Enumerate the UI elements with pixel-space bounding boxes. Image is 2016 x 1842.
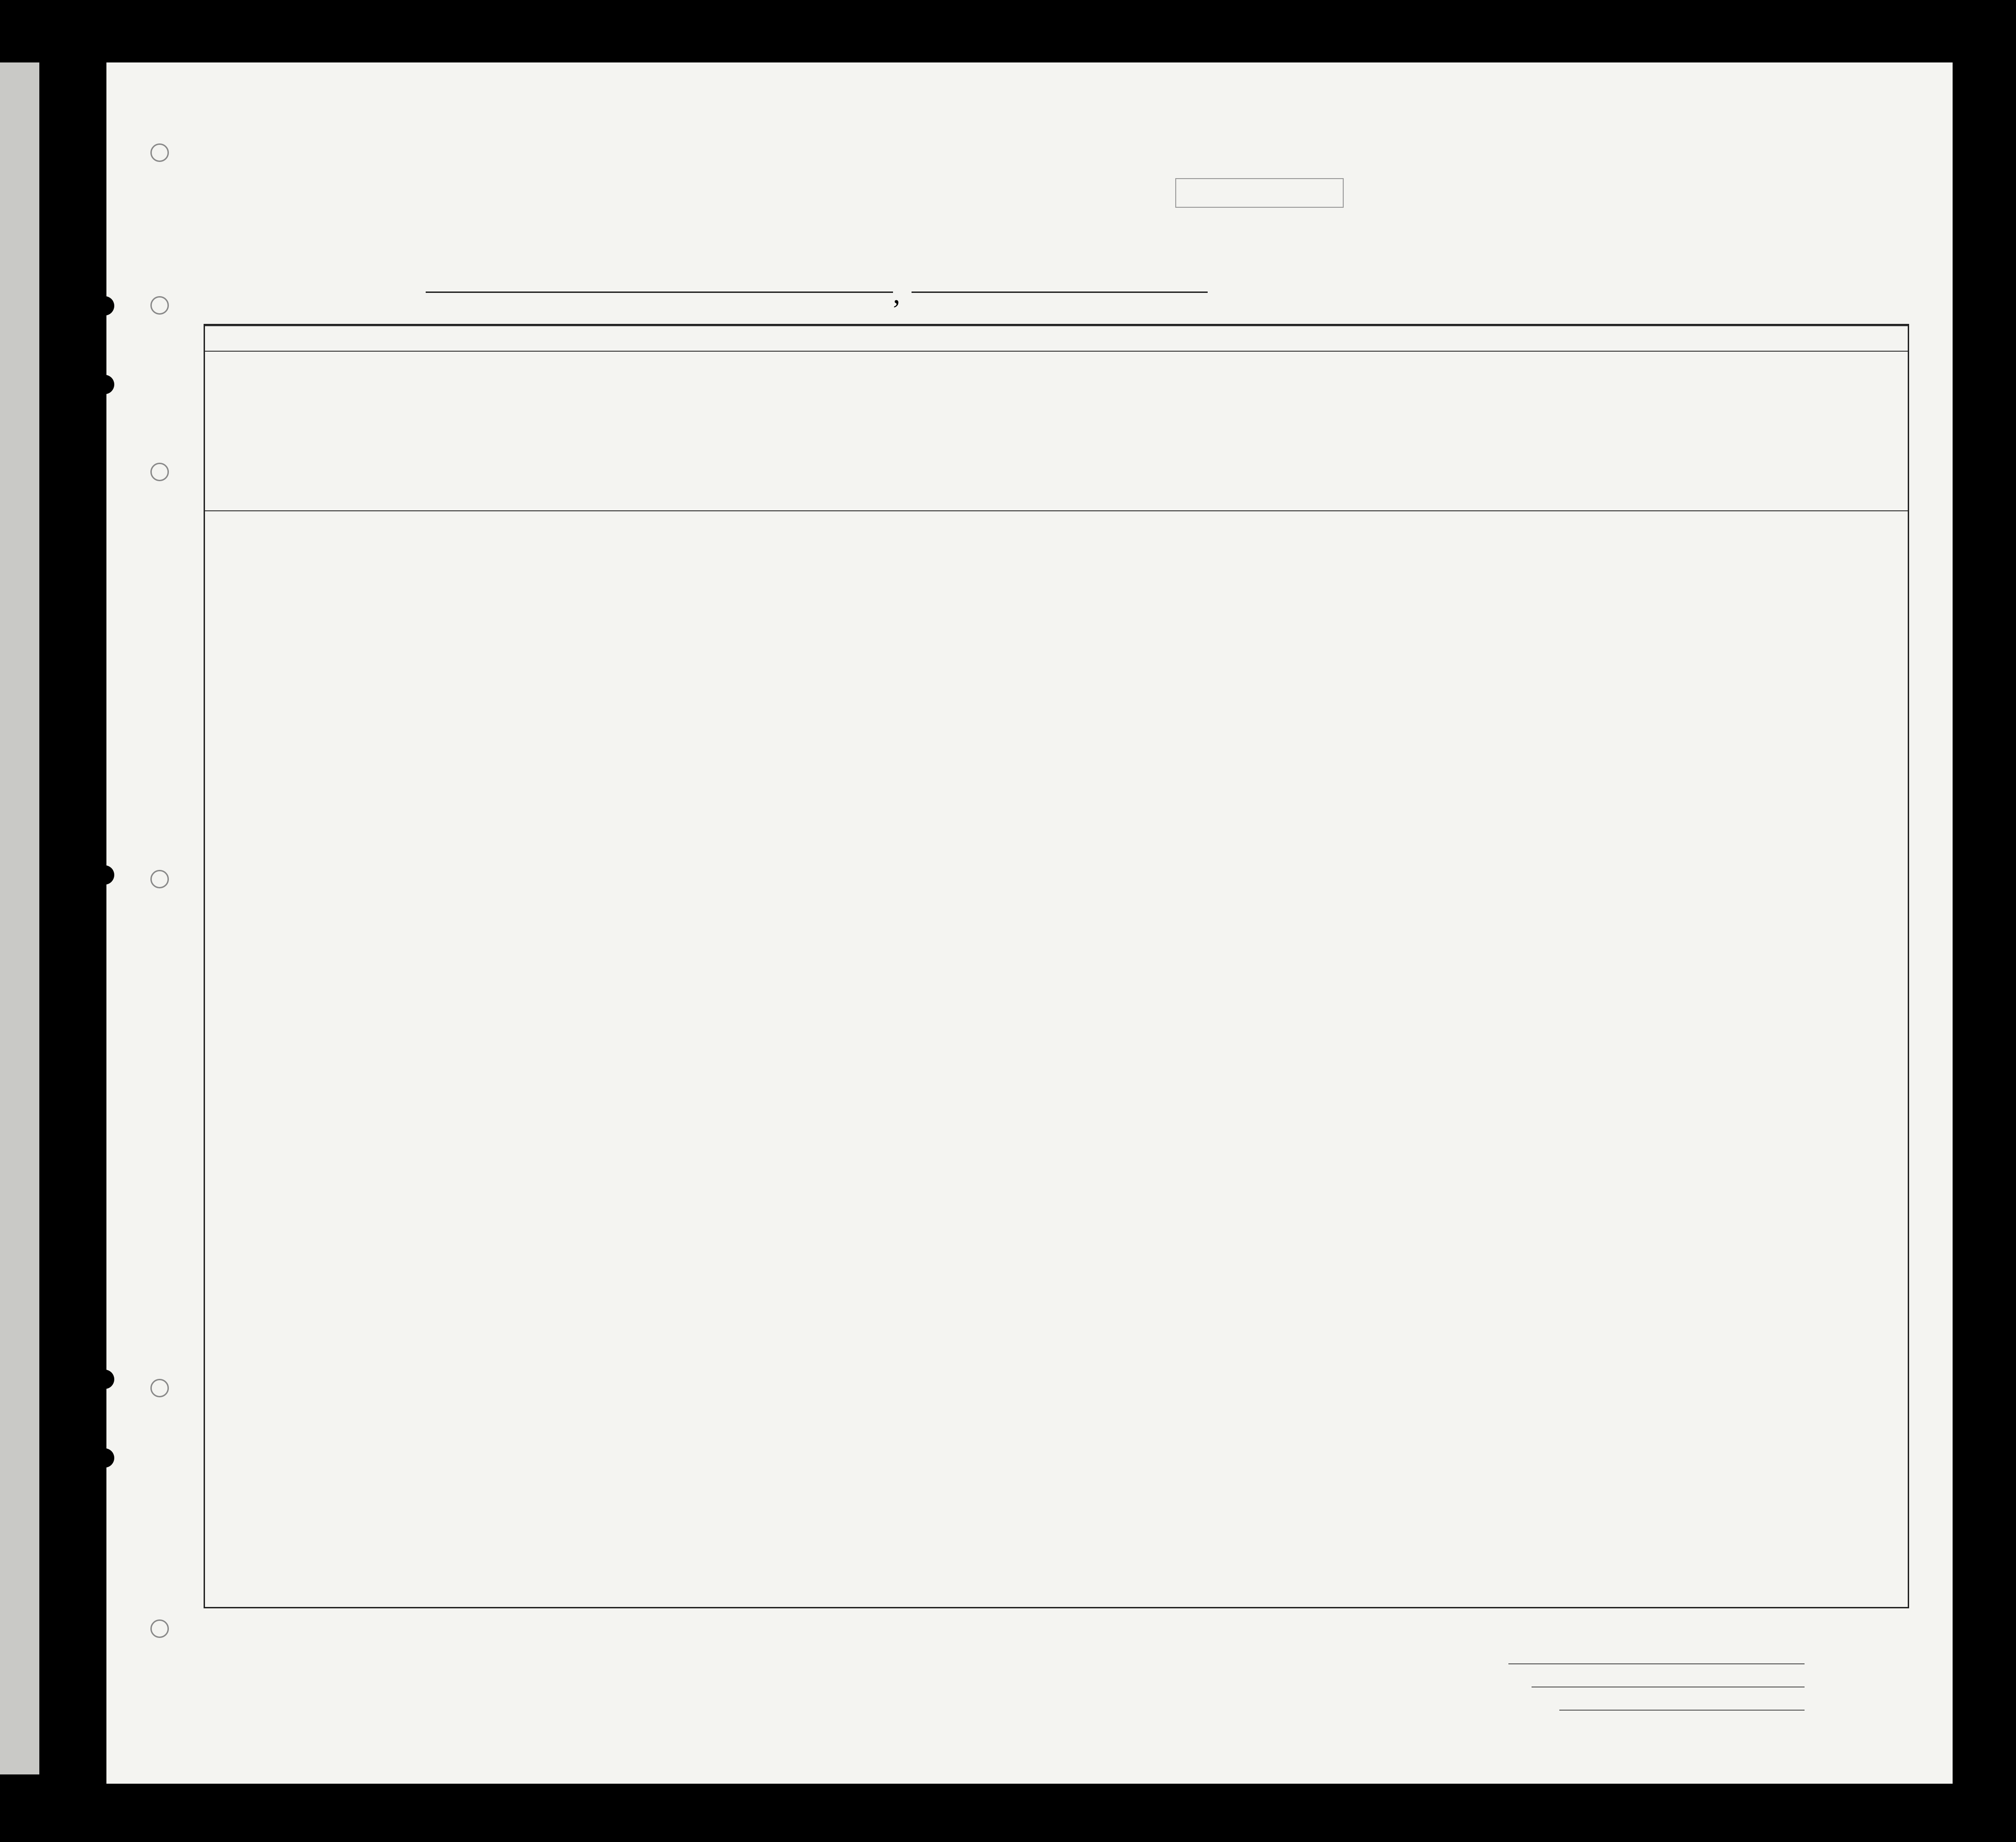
re-entry-stamp [1175, 178, 1344, 208]
punch-hole [95, 1448, 114, 1468]
punch-hole [95, 865, 114, 885]
manifest-table [204, 324, 1909, 1608]
table-rule [205, 325, 1908, 326]
port-blank [426, 291, 893, 293]
binder-ring [150, 870, 169, 888]
punch-hole [95, 296, 114, 316]
binder-ring [150, 296, 169, 315]
binder-ring [150, 463, 169, 481]
binder-ring [150, 1619, 169, 1638]
footer-line-blank [1508, 1663, 1805, 1664]
scanner-edge [0, 62, 39, 1774]
table-rule [205, 351, 1908, 352]
footer-agents-blank [1559, 1710, 1805, 1711]
punch-hole [95, 375, 114, 394]
comma: , [893, 278, 900, 310]
binder-ring [150, 143, 169, 162]
binder-ring [150, 1379, 169, 1397]
table-rule [205, 510, 1908, 511]
punch-hole [95, 1370, 114, 1389]
date-blank [912, 291, 1208, 293]
